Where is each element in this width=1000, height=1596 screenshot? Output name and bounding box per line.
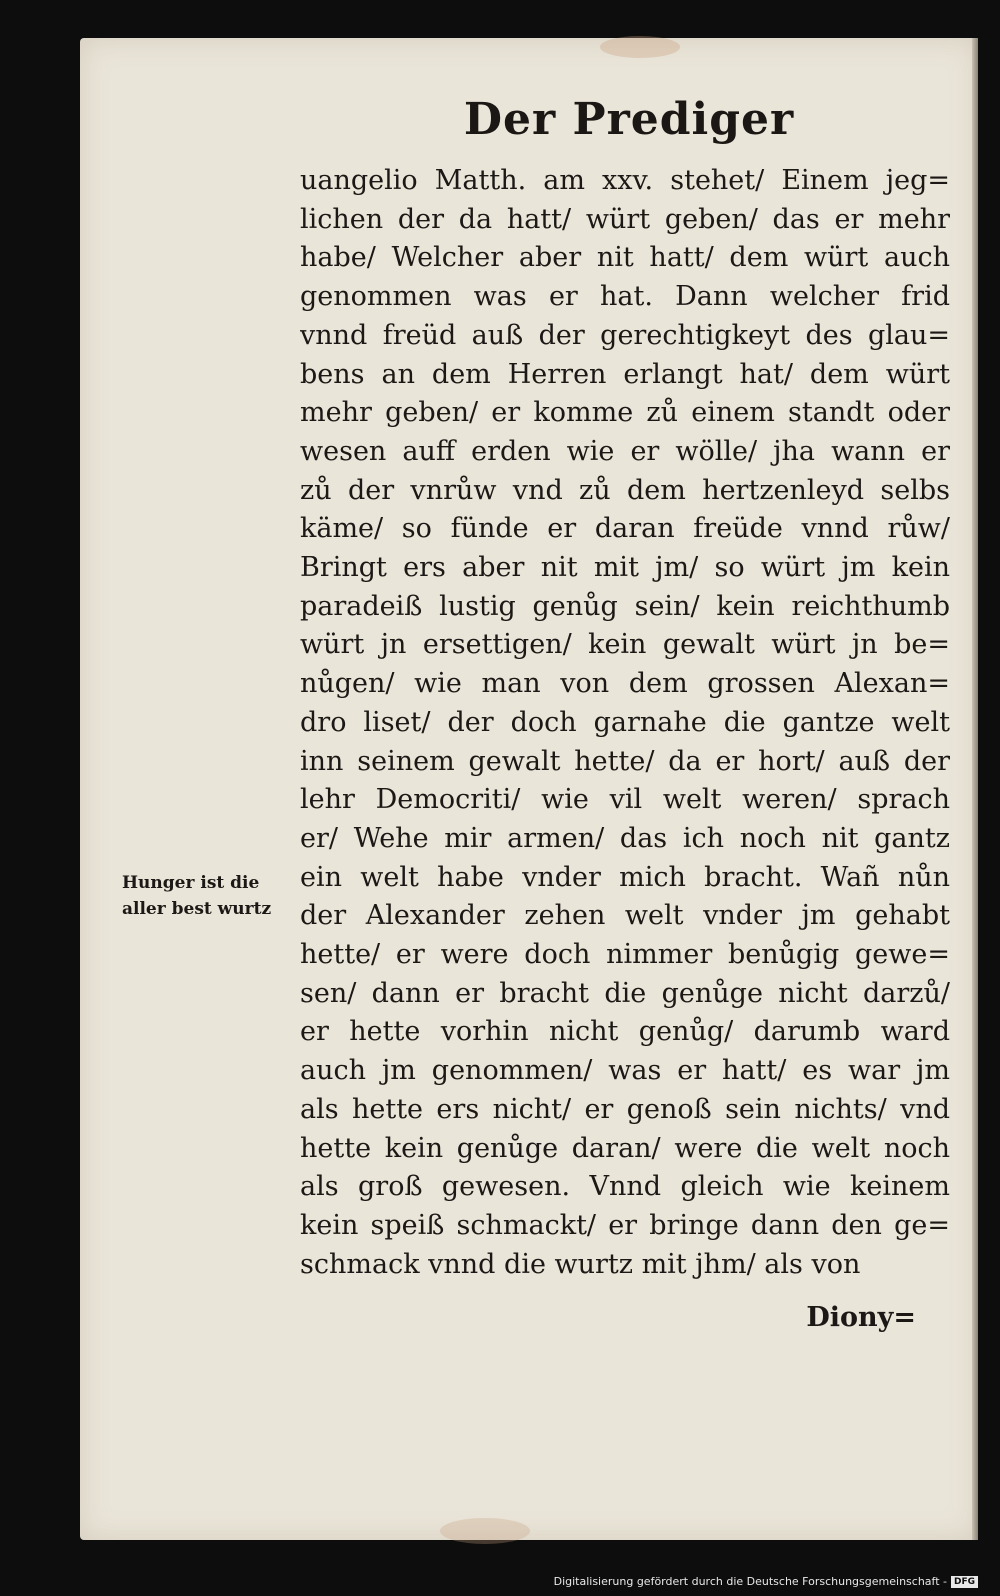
- text-line: lichen der da hatt/ würt geben/ das er mehr: [300, 203, 950, 235]
- text-line: dro liset/ der doch garnahe die gantze welt: [300, 706, 950, 738]
- text-line: Bringt ers aber nit mit jm/ so würt jm kein: [300, 552, 950, 584]
- text-line: auch jm genommen/ was er hatt/ es war jm: [300, 1055, 950, 1087]
- dfg-logo: DFG: [951, 1576, 978, 1588]
- text-line: genommen was er hat. Dann welcher frid: [300, 281, 950, 313]
- text-line: als groß gewesen. Vnnd gleich wie keinem: [300, 1171, 950, 1203]
- page-edge: [972, 38, 978, 1540]
- paper-stain: [600, 36, 680, 58]
- text-line: kein speiß schmackt/ er bringe dann den ge=: [300, 1209, 950, 1241]
- paper-stain: [440, 1518, 530, 1544]
- text-line: würt jn ersettigen/ kein gewalt würt jn be=: [300, 629, 950, 661]
- text-line: wesen auff erden wie er wölle/ jha wann er: [300, 435, 950, 467]
- text-line: vnnd freüd auß der gerechtigkeyt des glau=: [300, 319, 950, 351]
- text-line: er/ Wehe mir armen/ das ich noch nit gantz: [300, 822, 950, 854]
- text-line: bens an dem Herren erlangt hat/ dem würt: [300, 358, 950, 390]
- text-line: hette/ er were doch nimmer benůgig gewe=: [300, 939, 950, 971]
- book-page: [80, 38, 978, 1540]
- catchword: Diony=: [806, 1302, 916, 1333]
- text-line: sen/ dann er bracht die genůge nicht darzů/: [300, 977, 950, 1009]
- text-line: hette kein genůge daran/ were die welt noch: [300, 1132, 950, 1164]
- text-line: er hette vorhin nicht genůg/ darumb ward: [300, 1016, 950, 1048]
- marginal-note-line: Hunger ist die: [122, 873, 260, 893]
- text-line: lehr Democriti/ wie vil welt weren/ sprach: [300, 784, 950, 816]
- text-line: käme/ so fünde er daran freüde vnnd růw/: [300, 513, 950, 545]
- marginal-note: [122, 870, 282, 922]
- text-line: paradeiß lustig genůg sein/ kein reichthumb: [300, 590, 950, 622]
- text-line: uangelio Matth. am xxv. stehet/ Einem jeg=: [300, 165, 950, 196]
- text-line: inn seinem gewalt hette/ da er hort/ auß der: [300, 745, 950, 777]
- footer-text: Digitalisierung gefördert durch die Deutsche Forschungsgemeinschaft -: [553, 1575, 947, 1588]
- text-line: habe/ Welcher aber nit hatt/ dem würt auch: [300, 242, 950, 274]
- marginal-note-line: aller best wurtz: [122, 899, 272, 919]
- text-line: ein welt habe vnder mich bracht. Wañ nůn: [300, 861, 950, 893]
- text-line: schmack vnnd die wurtz mit jhm/ als von: [300, 1248, 861, 1280]
- footer-credit: [554, 1575, 978, 1588]
- text-line: zů der vnrůw vnd zů dem hertzenleyd selbs: [300, 474, 950, 506]
- text-line: mehr geben/ er komme zů einem standt oder: [300, 397, 950, 429]
- text-line: als hette ers nicht/ er genoß sein nichts/ vnd: [300, 1093, 950, 1125]
- text-line: nůgen/ wie man von dem grossen Alexan=: [300, 668, 950, 700]
- body-text: [300, 162, 950, 1284]
- running-header: Der Prediger: [463, 94, 795, 145]
- text-line: der Alexander zehen welt vnder jm gehabt: [300, 900, 950, 932]
